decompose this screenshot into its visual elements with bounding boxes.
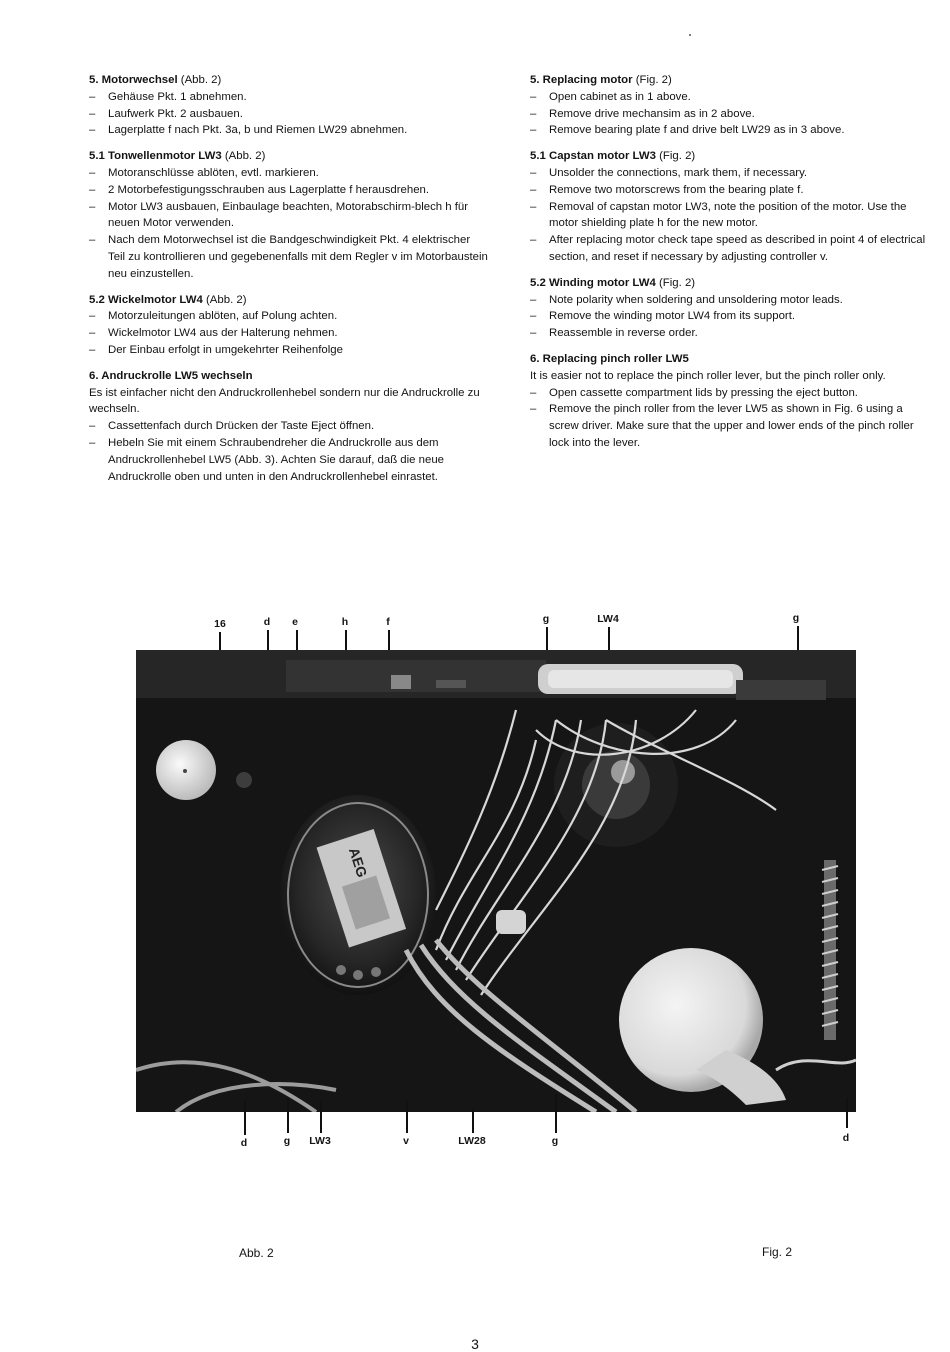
section-heading: 5.2 Winding motor LW4 (Fig. 2) bbox=[530, 276, 696, 289]
motor-photo-illustration bbox=[136, 650, 856, 1112]
section-heading: 5.2 Wickelmotor LW4 (Abb. 2) bbox=[89, 293, 247, 306]
section-motorwechsel bbox=[89, 72, 489, 139]
callout-line bbox=[472, 1108, 474, 1133]
callout-label-bottom: g bbox=[283, 1135, 291, 1147]
list-item: – Nach dem Motorwechsel ist die Bandgeschwindigkeit Pkt. 4 elektrischer Teil zu kontrollieren und gegebenenfalls mit dem Regler v im Motorbaustein neu einzustellen. bbox=[89, 232, 489, 282]
section-heading: 6. Replacing pinch roller LW5 bbox=[530, 352, 689, 365]
callout-label-bottom: LW3 bbox=[309, 1135, 331, 1147]
callout-label-bottom: d bbox=[240, 1137, 248, 1149]
page-number: 3 bbox=[471, 1336, 479, 1352]
section-replacing-motor bbox=[530, 72, 930, 139]
callout-label-bottom: g bbox=[551, 1135, 559, 1147]
callout-line bbox=[244, 1100, 246, 1135]
list-item: – Gehäuse Pkt. 1 abnehmen. bbox=[89, 89, 489, 106]
section-capstan-motor bbox=[530, 148, 930, 266]
figure-caption-de: Abb. 2 bbox=[239, 1246, 274, 1260]
list-item: – Unsolder the connections, mark them, if necessary. bbox=[530, 165, 930, 182]
callout-label-top: f bbox=[386, 616, 390, 628]
list-item: – Motor LW3 ausbauen, Einbaulage beachten, Motorabschirm-blech h für neuen Motor verwenden. bbox=[89, 199, 489, 233]
callout-line bbox=[555, 1094, 557, 1133]
list-item: – Wickelmotor LW4 aus der Halterung nehmen. bbox=[89, 325, 489, 342]
list-item: – Motorzuleitungen ablöten, auf Polung achten. bbox=[89, 308, 489, 325]
list-item: – After replacing motor check tape speed as described in point 4 of electrical section, and reset if necessary by adjusting controller v. bbox=[530, 232, 930, 266]
callout-line bbox=[287, 1098, 289, 1133]
section-wickelmotor bbox=[89, 292, 489, 359]
list-item: – Remove two motorscrews from the bearing plate f. bbox=[530, 182, 930, 199]
figure-caption-en: Fig. 2 bbox=[762, 1245, 793, 1259]
callout-label-top: e bbox=[292, 616, 298, 628]
list-item: – Remove the winding motor LW4 from its support. bbox=[530, 308, 930, 325]
callout-line bbox=[406, 1100, 408, 1133]
section-heading: 5.1 Capstan motor LW3 (Fig. 2) bbox=[530, 150, 696, 163]
callout-label-top: g bbox=[792, 612, 800, 624]
list-item: – Open cabinet as in 1 above. bbox=[530, 89, 930, 106]
callout-label-top: d bbox=[263, 616, 271, 628]
list-item: – Reassemble in reverse order. bbox=[530, 325, 930, 342]
drive-mechanism-photo bbox=[136, 650, 856, 1112]
list-item: – Lagerplatte f nach Pkt. 3a, b und Riemen LW29 abnehmen. bbox=[89, 122, 489, 139]
list-item: – Removal of capstan motor LW3, note the position of the motor. Use the motor shielding plate h for the new motor. bbox=[530, 199, 930, 233]
list-item: – Der Einbau erfolgt in umgekehrter Reihenfolge bbox=[89, 342, 489, 359]
section-heading: 6. Andruckrolle LW5 wechseln bbox=[89, 369, 253, 382]
list-item: – Laufwerk Pkt. 2 ausbauen. bbox=[89, 106, 489, 123]
list-item: – Remove bearing plate f and drive belt LW29 as in 3 above. bbox=[530, 122, 930, 139]
callout-label-top: 16 bbox=[214, 618, 226, 630]
section-heading: 5.1 Tonwellenmotor LW3 (Abb. 2) bbox=[89, 150, 266, 163]
callout-label-bottom: LW28 bbox=[458, 1135, 486, 1147]
list-item: – Remove drive mechansim as in 2 above. bbox=[530, 106, 930, 123]
speck bbox=[689, 34, 691, 36]
section-heading: 5. Motorwechsel (Abb. 2) bbox=[89, 74, 222, 86]
callout-label-top: g bbox=[542, 613, 550, 625]
section-tonwellenmotor bbox=[89, 148, 489, 282]
svg-text:AEG: AEG bbox=[345, 845, 371, 880]
callout-label-bottom: v bbox=[403, 1135, 409, 1147]
section-paragraph: It is easier not to replace the pinch roller lever, but the pinch roller only. bbox=[530, 369, 886, 382]
left-column bbox=[89, 72, 489, 494]
section-heading: 5. Replacing motor (Fig. 2) bbox=[530, 74, 672, 86]
section-winding-motor bbox=[530, 275, 930, 342]
right-column bbox=[530, 72, 930, 461]
callout-label-top: LW4 bbox=[597, 613, 619, 625]
callout-label-bottom: d bbox=[842, 1132, 850, 1144]
callout-line bbox=[320, 1100, 322, 1133]
list-item: – Remove the pinch roller from the lever LW5 as shown in Fig. 6 using a screw driver. Make sure that the upper and lower ends of the pinch roller lock into the lever. bbox=[530, 401, 930, 451]
list-item: – Motoranschlüsse ablöten, evtl. markieren. bbox=[89, 165, 489, 182]
list-item: – Cassettenfach durch Drücken der Taste Eject öffnen. bbox=[89, 418, 489, 435]
list-item: – Hebeln Sie mit einem Schraubendreher die Andruckrolle aus dem Andruckrollenhebel LW5 (Abb. 3). Achten Sie darauf, daß die neue Andruckrolle oben und unten in den Andruckrollenhebel einrastet. bbox=[89, 435, 489, 485]
list-item: – 2 Motorbefestigungsschrauben aus Lagerplatte f herausdrehen. bbox=[89, 182, 489, 199]
section-andruckrolle bbox=[89, 368, 489, 486]
callout-label-top: h bbox=[341, 616, 349, 628]
section-pinch-roller bbox=[530, 351, 930, 452]
section-paragraph: Es ist einfacher nicht den Andruckrollenhebel sondern nur die Andruckrolle zu wechseln. bbox=[89, 386, 480, 416]
list-item: – Open cassette compartment lids by pressing the eject button. bbox=[530, 385, 930, 402]
callout-line bbox=[846, 1098, 848, 1128]
list-item: – Note polarity when soldering and unsoldering motor leads. bbox=[530, 292, 930, 309]
